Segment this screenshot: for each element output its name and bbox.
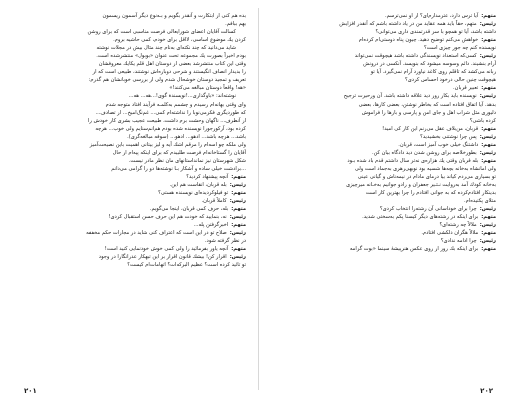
text-line: از آنطرف... ناگهان وحشت برم داشت، طبیعت عجیب بشری کار خودش را (87, 117, 246, 124)
text-line: کسالت آقایان اعضای شورایعالی فرصت مناسبی است که برای روشن (87, 29, 236, 36)
speaker-label: متهم: (231, 190, 246, 197)
text-line (20, 205, 246, 213)
text-line: هیچوقت چنین حالی درخود احساس کردی؟ (405, 77, 496, 84)
dialogue-text: کسی‌که استعداد نویسندگی داشته باشد هیچوقت نمی‌تواند (354, 53, 477, 60)
text-line: به‌خانه کودك آمد به‌روایت نـثـیر جعفران و رادو جوانیم به‌خـانه میرچیزی (346, 181, 496, 188)
text-line: تعریف و تمجید دوستان خوشحال شدم ولی از بررسی خوبانشان هم گذرم: (88, 77, 246, 84)
text-line: دلیوری مثل شراب اهل و جای امن و پارسی و بارها را فراموش (361, 109, 496, 116)
dialogue-text: بله، حرف کمی قربان، اینجا می‌گویم. (149, 206, 229, 213)
text-line: تو بسیاری می‌زدم کیاند بیا درمای مادام در نیمه‌ناش و گیانی عینی (357, 173, 496, 180)
text-line: بدینکار افتادم‌کرده که به جوانی افتادم را چرا بهترین کار است (365, 190, 496, 197)
dialogue-text: آنچه پیشنهاد کردید؟ (186, 173, 229, 180)
text-line: ولی امانشاه به‌خانه بچه‌ها شسیه بود نوبهی‌زهری به‌جماد است ولی (354, 165, 496, 172)
text-line (20, 221, 246, 229)
speaker-label: رئیس: (229, 181, 246, 188)
text-line: کردن یك موضوع اساسی، لااقل برای خودم، کمی حاشیه بروم. (113, 37, 246, 44)
dialogue-text: آیا ترس دارد، عترمدارم‌ای؟ از او نمی‌ترسم. (384, 13, 479, 19)
dialogue-text: چرا برای خوداسانی آن رشته‌را انتخاب کردی؟ (379, 206, 477, 213)
dialogue-text: آنچه یاور بفرمائید را ولی کمی خوش خودنمایی کنید است! (104, 246, 229, 253)
text-line: شکل شهرستان نیز نمانداستانهای مان نظر مادر نیست. (128, 157, 246, 164)
text-line (20, 189, 246, 197)
speaker-label: رئیس: (479, 21, 496, 28)
text-line (270, 229, 496, 237)
text-line: «هه! واقعاً دوستان مبالغه می‌کنند!» (169, 85, 246, 92)
dialogue-text: برای اینکه در رشته‌های دیگر کیسنا پکم به‌سختی شدید. (362, 214, 479, 221)
speaker-label: رئیس: (479, 238, 496, 245)
left-page-number: ۲۰۱ (24, 387, 37, 395)
speaker-label: رئیس: (479, 149, 496, 156)
text-line: بده هم کنی از ابتکارت و آنقدر بگویم و بـه‌نوع دیگر آسمون ریسمون (102, 13, 246, 19)
text-line: متلای پکتیده‌ام. (463, 198, 496, 205)
speaker-label: رئیس: (479, 53, 496, 60)
text-line: وای وقتی بهانه‌ام رسیدم و چشمم به‌کلمـه فرآیند افتاد متوجه شدم (105, 101, 246, 108)
dialogue-text: بله قربان، انقاست هم این. (169, 181, 227, 188)
speaker-label: متهم: (481, 157, 496, 164)
text-line (270, 133, 496, 141)
dialogue-text: پس چرا نوشتنی بخشیدید؟ (420, 133, 477, 140)
speaker-label: متهم: (481, 13, 496, 19)
text-line (270, 157, 496, 165)
speaker-label: متهم: (231, 173, 246, 180)
text-line (20, 253, 246, 261)
text-line (270, 221, 496, 229)
dialogue-text: ملالاً هگران ذلکشی افتادم. (421, 230, 479, 237)
dialogue-text: نه، بنمایید که خودت هم این حرف حسن استقبال کردی! (108, 214, 227, 221)
dialogue-text: نویسنده باید بکار روز دید علاقه داشته باشد. آن ورحیرت ترجیح (343, 93, 477, 100)
dialogue-text: متهم، حقاً باید همه عقاید من در یاد داشته باشم که آنقدر افزایش (339, 21, 477, 28)
text-line (270, 237, 496, 245)
speaker-label: رئیس: (229, 198, 246, 205)
speaker-label: رئیس: (479, 206, 496, 213)
text-line (20, 229, 246, 237)
speaker-label: متهم: (481, 37, 496, 44)
speaker-label: رئیس: (479, 93, 496, 100)
speaker-label: متهم: (481, 214, 496, 221)
text-line (20, 181, 246, 189)
text-line (270, 205, 496, 213)
text-line: بدهد. آیا اتفاق افتاده است که بخاطر نوشتن، بعضی کارها، بعضی (358, 101, 496, 108)
text-line: که طوردیگری فکرمی‌نوبا را نداشته‌ام کمی... غم‌نگ‌امیخ... از تصادف... (95, 109, 246, 116)
dialogue-text: خواهش می‌کنم توضیح دهید. چیون پناه دوستی‌ام کرده‌ام (358, 37, 479, 44)
text-line: در نظر گرفته شود. (204, 238, 246, 245)
text-line: نویسنده کنم چه جور چیزی است؟ (424, 45, 496, 52)
text-line (270, 36, 496, 44)
dialogue-text: چرا ادامه ندادی؟ (440, 238, 477, 245)
page-gutter (258, 8, 259, 390)
speaker-label: متهم: (231, 222, 246, 229)
text-line (270, 20, 496, 28)
text-line (270, 141, 496, 149)
dialogue-text: کاملاً قربان. (201, 198, 227, 205)
text-line (270, 84, 496, 92)
dialogue-text: بله قربان وقتی یك هزاره‌ی نه‌تر سال داشتم قدم باد شده بـود (347, 157, 479, 164)
dialogue-text: تعبیر قربان. (453, 85, 479, 92)
dialogue-text: صلاح تو در این است که اعتراف کنی شاید در مجازات حکم مخففه (86, 230, 227, 237)
text-line: آقایان را گستاخانه‌ام فرصت طلبیدم که برای اینکه پیه‌ام از حال (112, 149, 246, 156)
speaker-label: رئیس: (229, 214, 246, 221)
right-page (270, 12, 496, 384)
speaker-label: رئیس: (229, 230, 246, 237)
dialogue-text: قربان، من‌بلاف عقل می‌زنم این کار کی امید! (382, 125, 479, 132)
text-line: زبانه می‌کشد که تاقلم روی کاغذ نیاورد آرام نمی‌گیرد. آیا تو (370, 69, 496, 76)
text-line: نوشته‌اند: «باوگذاری...!نویسندة گوی!...هه... هه... (128, 93, 236, 100)
text-line: داشته باشد، آیا تو همچو با سر قدرتمندی داری می‌توانی؟ (375, 29, 496, 36)
speaker-label: متهم: (481, 246, 496, 253)
text-line (270, 245, 496, 253)
text-line (270, 213, 496, 221)
speaker-label: متهم: (231, 246, 246, 253)
text-line (20, 213, 246, 221)
speaker-label: متهم: (231, 206, 246, 213)
speaker-label: رئیس: (229, 254, 246, 261)
speaker-label: متهم: (481, 141, 496, 148)
text-line (20, 173, 246, 181)
text-line (270, 125, 496, 133)
left-page (20, 12, 246, 384)
dialogue-text: تو فیلوکردیده‌ای نویسنده هستی؟ (158, 190, 229, 197)
dialogue-text: ملالاً چه رشته‌ای؟ (439, 222, 477, 229)
text-line: وقتی این کتاب منتشرشد بعضی از دوستان اهل قلم یکایك معروفشان (98, 61, 246, 68)
speaker-label: متهم: (481, 85, 496, 92)
dialogue-text: برای اینکه بك روز از روی عکس هنرپیشهٔ سینما «بوت گرامه (349, 246, 479, 253)
text-line (20, 245, 246, 253)
speaker-label: رئیس: (479, 222, 496, 229)
text-line: تو تائید کرده است؟ عظیم البرکه‌ات؟ اتهامات‌ام کیست؟ (127, 262, 246, 269)
text-line: بهم ببافم. (225, 21, 246, 28)
right-page-number: ۲۰۲ (480, 387, 493, 395)
text-line (20, 197, 246, 205)
text-line: کرده بود، آرکوزجورا نویسنده شده بودم هم‌انم‌سنایم ولی خوب... هرچه (95, 125, 246, 132)
dialogue-text: داشتنگ خیلی خوب آمیز است، قربان. (398, 141, 479, 148)
text-line (270, 52, 496, 60)
text-line: کرده باشی؟ (469, 117, 496, 124)
dialogue-text: اخبرگرفتن پله... (193, 222, 229, 229)
text-line: را بدیدار انصاف انگیستند و شرحی دوباره‌اش نوشتند، طبیعی است که از (92, 69, 246, 76)
text-line: باشد... هرچه باشد... ادهو... ادهو... (سوفه مبالغه‌گری). (127, 133, 246, 140)
text-line (270, 12, 496, 20)
text-line: آرام بنشیند. دائم وسوسه میشود که بنویسد. آنکسی در درونش (363, 61, 496, 68)
speaker-label: متهم: (481, 125, 496, 132)
text-line: ولی ملکه چو اسه‌ام را مرقم اشك آیه و لیز بیتانی اهمیت باین نصیحت‌آمیز (89, 141, 246, 148)
text-line: بودم اخیراً بصورت یك مجموعه تحت عنوان «بوبول» منتشرشده است. (96, 53, 246, 60)
text-line (270, 149, 496, 157)
speaker-label: متهم: (481, 230, 496, 237)
text-line (270, 92, 496, 100)
text-line: شاید می‌دانید که چند نکته‌ای به‌نام چند مثال بیش در مجلات نوشته (96, 45, 236, 52)
speaker-label: رئیس: (479, 133, 496, 140)
dialogue-text: اقرار کن! بیشك قانون اقرار بر این تبهکار عذرانگارا در وجود (98, 254, 227, 261)
text-line: ...برادشت خیلی ساده و آشکار بـا نوشته‌ها دو را گرامی می‌دانم (111, 165, 246, 172)
dialogue-text: بطورخلاصه برای روشن شدن دید دادگاه بیان کن. (371, 149, 477, 156)
